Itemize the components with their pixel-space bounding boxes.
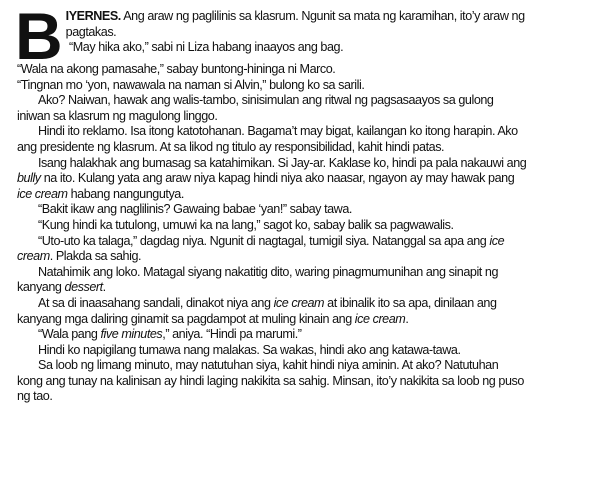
paragraph-tumawa: Hindi ko napigilang tumawa nang malakas. Sa wakas, hindi ako ang katawa-tawa. bbox=[38, 342, 461, 357]
line-text: na ito. Kulang yata ang araw niya kapag hindi niya ako naasar, ngayon ay may hawak pang bbox=[40, 171, 515, 186]
line-text: . bbox=[102, 280, 106, 295]
paragraph-natahimik-line-1: Natahimik ang loko. Matagal siyang nakatitig dito, waring pinagmumunihan ang sinapit ng bbox=[38, 264, 499, 279]
dialogue-reply: “Kung hindi ka tutulong, umuwi ka na lang,” sagot ko, sabay balik sa pagwawalis. bbox=[38, 217, 454, 232]
paragraph-dinakot-line-1 bbox=[17, 296, 601, 312]
drop-cap-letter: B bbox=[15, 0, 62, 73]
opening-line-2: pagtakas. bbox=[65, 24, 117, 39]
paragraph-halakhak-line-3 bbox=[17, 187, 601, 203]
line-text: at ibinalik ito sa apa, dinilaan ang bbox=[324, 295, 497, 310]
line-text: kanyang mga daliring ginamit sa pagdampot at muling kinain ang bbox=[17, 311, 355, 326]
paragraph-halakhak-line-1: Isang halakhak ang bumasag sa katahimikan. Si Jay-ar. Kaklase ko, hindi pa pala nakauwi ang bbox=[38, 155, 527, 170]
opening-line-text: Ang araw ng paglilinis sa klasrum. Ngunit sa mata ng karamihan, ito’y araw ng bbox=[120, 9, 525, 23]
line-text: At sa di inaasahang sandali, dinakot niya ang bbox=[38, 295, 274, 310]
italic-term: five minutes bbox=[100, 327, 163, 342]
paragraph-reklamo-line-2: ang presidente ng klasrum. At sa likod ng titulo ay responsibilidad, kahit hindi patas. bbox=[17, 139, 445, 154]
line-text: kanyang bbox=[17, 280, 65, 295]
dialogue-five-minutes bbox=[17, 327, 601, 343]
line-text: . Plakda sa sahig. bbox=[49, 249, 142, 264]
paragraph-ako-line-2: iniwan sa klasrum ng magulong linggo. bbox=[17, 108, 218, 123]
italic-term: ice bbox=[489, 233, 505, 248]
italic-term: ice cream bbox=[354, 311, 406, 326]
opening-line bbox=[17, 9, 601, 25]
line-text: “Wala pang bbox=[38, 327, 101, 342]
dialogue-jayar-1: “Bakit ikaw ang naglilinis? Gawaing babae ‘yan!” sabay tawa. bbox=[38, 202, 352, 217]
italic-term: ice cream bbox=[273, 295, 325, 310]
paragraph-aral-line-2: kong ang tunay na kalinisan ay hindi laging nakikita sa sahig. Minsan, ito’y nakikita sa loob ng puso bbox=[17, 373, 524, 388]
dialogue-jayar-2-line-1 bbox=[17, 234, 601, 250]
italic-term: dessert bbox=[64, 280, 103, 295]
italic-term: ice cream bbox=[17, 186, 68, 201]
line-text: ,” aniya. “Hindi pa marumi.” bbox=[162, 327, 302, 342]
paragraph-aral-line-3: ng tao. bbox=[17, 389, 53, 404]
dialogue-marco: “Wala na akong pamasahe,” sabay buntong-hininga ni Marco. bbox=[17, 62, 336, 76]
paragraph-halakhak-line-2 bbox=[17, 171, 601, 187]
dialogue-jayar-2-line-2 bbox=[17, 249, 601, 265]
paragraph-reklamo-line-1: Hindi ito reklamo. Isa itong katotohanan. Bagama’t may bigat, kailangan ko itong harapin. Ako bbox=[38, 124, 518, 139]
paragraph-natahimik-line-2 bbox=[17, 280, 601, 296]
opening-lead-word: IYERNES. bbox=[65, 9, 121, 23]
italic-term: cream bbox=[17, 249, 50, 264]
narration-alvin: “Tingnan mo ‘yon, nawawala na naman si Alvin,” bulong ko sa sarili. bbox=[17, 77, 365, 92]
italic-term: bully bbox=[17, 171, 41, 186]
paragraph-ako-line-1: Ako? Naiwan, hawak ang walis-tambo, sinisimulan ang ritwal ng pagsasaayos sa gulong bbox=[38, 93, 494, 108]
line-text: . bbox=[405, 311, 409, 326]
dialogue-liza: “May hika ako,” sabi ni Liza habang inaayos ang bag. bbox=[69, 40, 344, 55]
paragraph-aral-line-1: Sa loob ng limang minuto, may natutuhan siya, kahit hindi niya aminin. At ako? Natutuhan bbox=[38, 358, 499, 373]
paragraph-dinakot-line-2 bbox=[17, 312, 601, 328]
line-text: “Uto-uto ka talaga,” dagdag niya. Ngunit di nagtagal, tumigil siya. Natanggal sa apa ang bbox=[38, 233, 490, 248]
line-text: habang nangungutya. bbox=[67, 186, 184, 201]
